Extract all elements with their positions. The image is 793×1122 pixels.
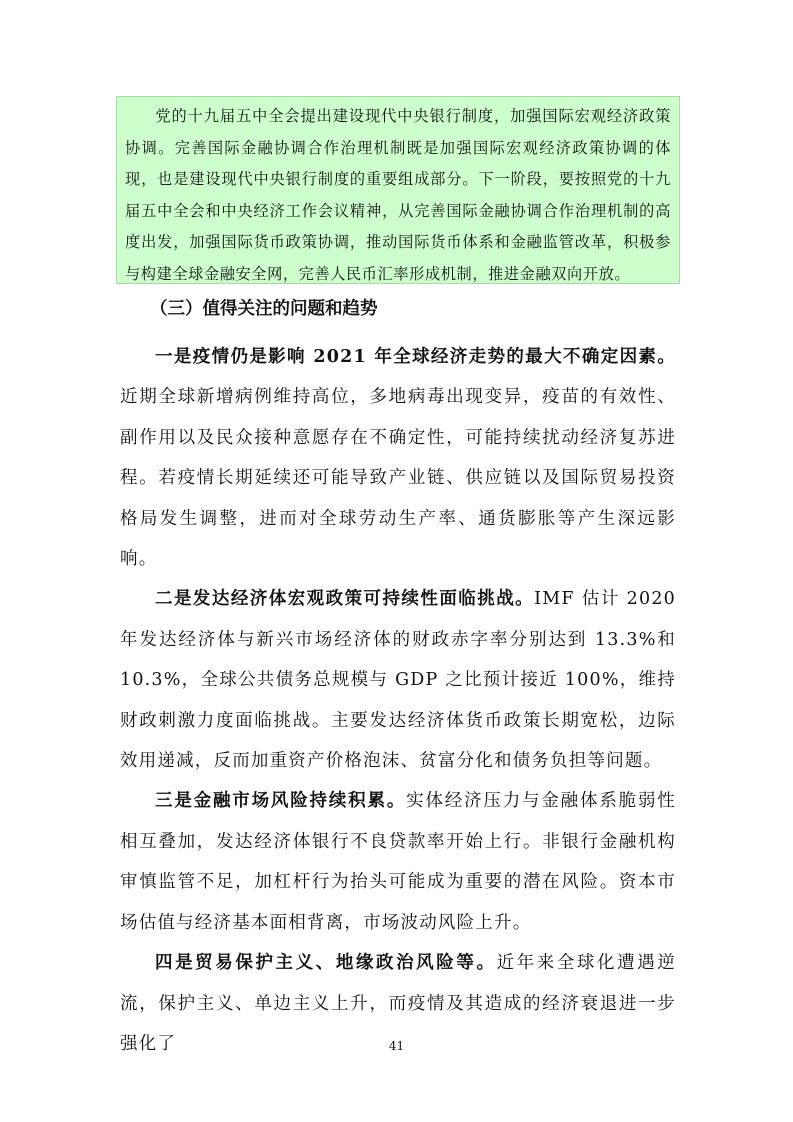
page-number: 41: [388, 1039, 405, 1053]
paragraph-2-lead: 二是发达经济体宏观政策可持续性面临挑战。: [155, 589, 535, 610]
highlight-box: [116, 96, 680, 284]
paragraph-4-lead: 四是贸易保护主义、地缘政治风险等。: [155, 953, 497, 974]
paragraph-4-text: 近年来全球化遭遇逆流，保护主义、单边主义上升，而疫情及其造成的经济衰退进一步强化了: [120, 953, 676, 1054]
paragraph-1: [120, 337, 676, 579]
paragraph-3-lead: 三是金融市场风险持续积累。: [155, 791, 407, 812]
paragraph-3: [120, 781, 676, 943]
paragraph-3-text: 实体经济压力与金融体系脆弱性相互叠加，发达经济体银行不良贷款率开始上行。非银行金融机构审慎监管不足，加杠杆行为抬头可能成为重要的潜在风险。资本市场估值与经济基本面相背离，市场波动风险上升。: [120, 791, 676, 933]
paragraph-2-text: IMF 估计 2020 年发达经济体与新兴市场经济体的财政赤字率分别达到 13.3%和 10.3%，全球公共债务总规模与 GDP 之比预计接近 100%，维持财政刺激力度面临挑战。主要发达经济体货币政策长期宽松，边际效用递减，反而加重资产价格泡沫、贫富分化和债务负担等问题。: [120, 589, 677, 772]
paragraph-1-lead: 一是疫情仍是影响 2021 年全球经济走势的最大不确定因素。: [155, 347, 676, 367]
section-heading: （三）值得关注的问题和趋势: [150, 299, 378, 319]
section-body: [120, 291, 676, 1064]
paragraph-2: [120, 579, 676, 781]
paragraph-1-text: 近期全球新增病例维持高位，多地病毒出现变异，疫苗的有效性、副作用以及民众接种意愿存在不确定性，可能持续扰动经济复苏进程。若疫情长期延续还可能导致产业链、供应链以及国际贸易投资格局发生调整，进而对全球劳动生产率、通货膨胀等产生深远影响。: [120, 387, 676, 570]
highlight-box-text: 党的十九届五中全会提出建设现代中央银行制度，加强国际宏观经济政策协调。完善国际金融协调合作治理机制既是加强国际宏观经济政策协调的体现，也是建设现代中央银行制度的重要组成部分。下一阶段，要按照党的十九届五中全会和中央经济工作会议精神，从完善国际金融协调合作治理机制的高度出发，加强国际货币政策协调，推动国际货币体系和金融监管改革，积极参与构建全球金融安全网，完善人民币汇率形成机制，推进金融双向开放。: [125, 107, 671, 283]
